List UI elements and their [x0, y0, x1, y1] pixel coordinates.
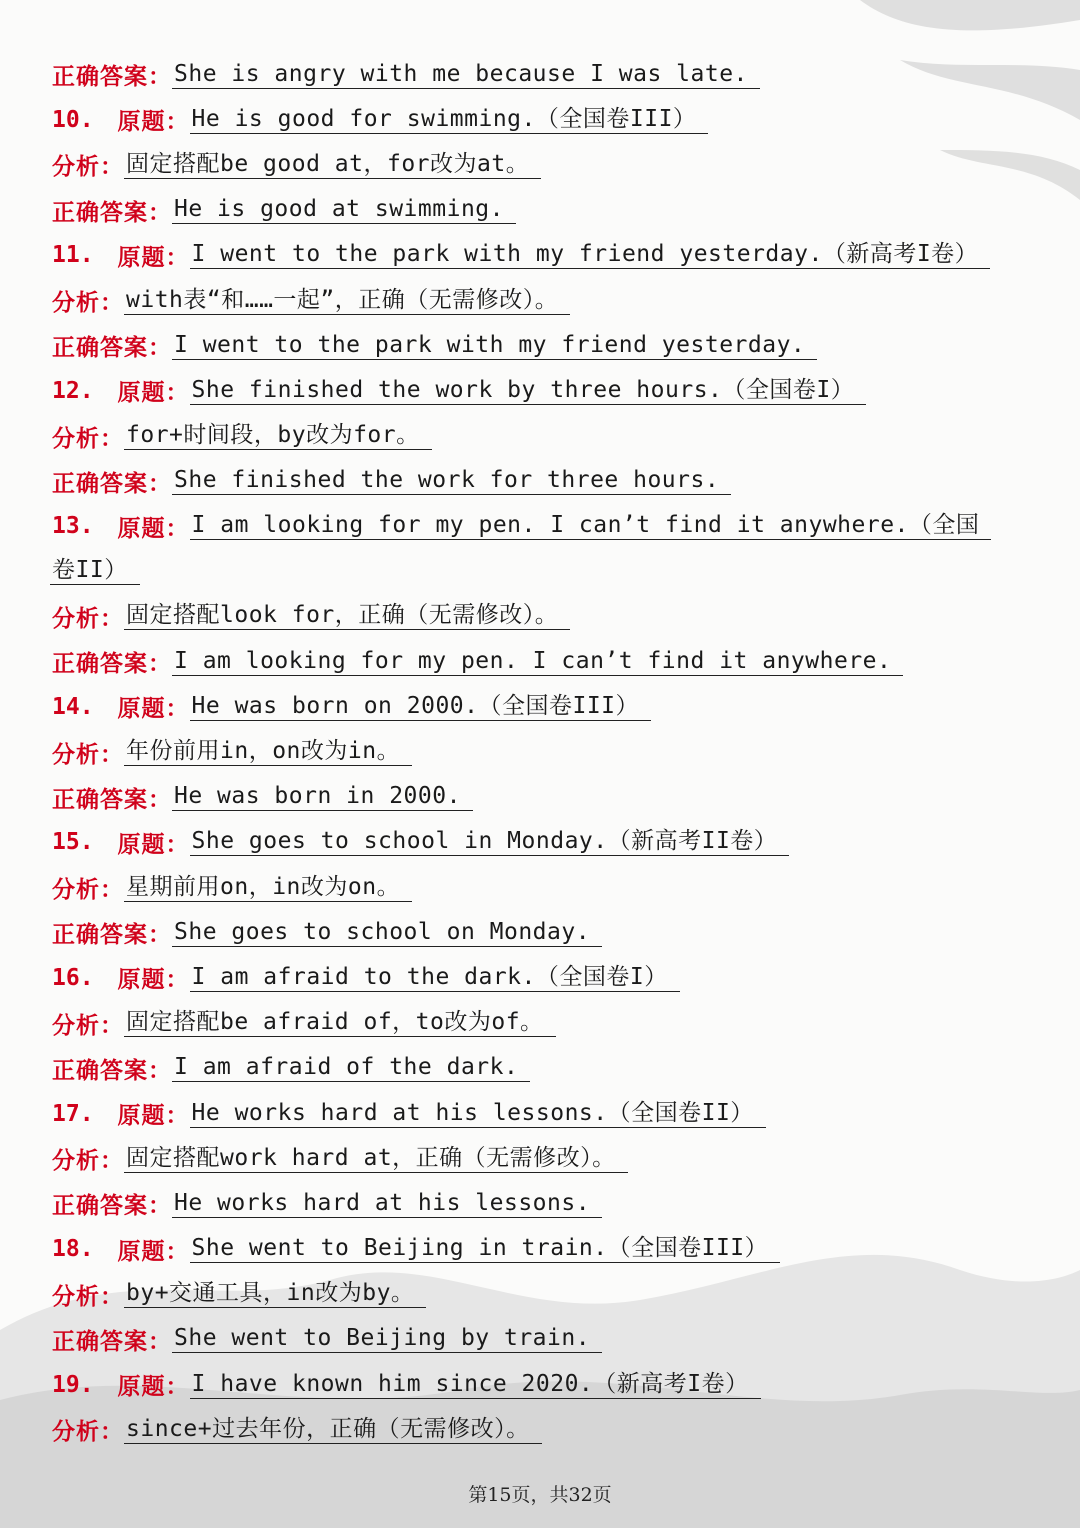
analysis-text: 星期前用on，in改为on。	[124, 874, 412, 902]
question-text: He is good for swimming.（全国卷III）	[190, 106, 709, 134]
answer-label: 正确答案：	[52, 786, 172, 813]
answer-text: She goes to school on Monday.	[172, 919, 602, 947]
analysis-label: 分析：	[52, 605, 124, 632]
answer-label: 正确答案：	[52, 64, 172, 91]
question-line	[52, 1091, 1042, 1136]
question-label: 原题：	[117, 696, 190, 723]
question-number: 10.	[52, 106, 94, 133]
answer-label: 正确答案：	[52, 199, 172, 226]
answer-label: 正确答案：	[52, 470, 172, 497]
page-number: 第15页，共32页	[468, 1484, 612, 1506]
analysis-label: 分析：	[52, 741, 124, 768]
question-text: She finished the work by three hours.（全国卷I）	[190, 377, 867, 405]
question-number: 11.	[52, 242, 94, 269]
answer-line	[52, 910, 1042, 955]
question-label: 原题：	[117, 1103, 190, 1130]
analysis-text: since+过去年份，正确（无需修改）。	[124, 1416, 542, 1444]
question-label: 原题：	[117, 244, 190, 271]
question-text: I have known him since 2020.（新高考I卷）	[190, 1371, 761, 1399]
answer-text: He works hard at his lessons.	[172, 1190, 602, 1218]
analysis-line	[52, 278, 1042, 323]
answer-line	[52, 188, 1042, 233]
question-line	[52, 97, 1042, 142]
question-number: 15.	[52, 829, 94, 856]
answer-label: 正确答案：	[52, 922, 172, 949]
answer-text: She is angry with me because I was late.	[172, 61, 760, 89]
question-label: 原题：	[117, 831, 190, 858]
answer-line	[52, 323, 1042, 368]
analysis-label: 分析：	[52, 1012, 124, 1039]
question-number: 17.	[52, 1100, 94, 1127]
question-line	[52, 684, 1042, 729]
question-label: 原题：	[117, 967, 190, 994]
analysis-label: 分析：	[52, 1283, 124, 1310]
analysis-line	[52, 1272, 1042, 1317]
answer-text: He was born in 2000.	[172, 783, 473, 811]
analysis-line	[52, 1407, 1042, 1452]
question-line	[52, 820, 1042, 865]
analysis-label: 分析：	[52, 290, 124, 317]
answer-label: 正确答案：	[52, 1328, 172, 1355]
answer-text: I am looking for my pen. I can’t find it anywhere.	[172, 648, 903, 676]
question-number: 16.	[52, 964, 94, 991]
analysis-text: 固定搭配be good at，for改为at。	[124, 151, 541, 179]
question-text-continued: 卷II）	[50, 557, 140, 585]
analysis-line	[52, 1001, 1042, 1046]
answer-text: I went to the park with my friend yesterday.	[172, 332, 817, 360]
answer-line	[52, 1046, 1042, 1091]
analysis-label: 分析：	[52, 1419, 124, 1446]
answer-text: He is good at swimming.	[172, 196, 516, 224]
question-number: 18.	[52, 1236, 94, 1263]
question-text: He was born on 2000.（全国卷III）	[190, 693, 652, 721]
answer-line	[52, 52, 1042, 97]
analysis-text: for+时间段，by改为for。	[124, 422, 432, 450]
answer-line	[52, 459, 1042, 504]
question-number: 19.	[52, 1371, 94, 1398]
question-text: I am afraid to the dark.（全国卷I）	[190, 964, 680, 992]
question-line	[52, 368, 1042, 413]
question-line	[52, 1227, 1042, 1272]
answer-line	[52, 1317, 1042, 1362]
question-label: 原题：	[117, 380, 190, 407]
analysis-line	[52, 865, 1042, 910]
analysis-line	[52, 142, 1042, 187]
question-number: 12.	[52, 377, 94, 404]
question-line	[52, 955, 1042, 1000]
answer-line	[52, 639, 1042, 684]
question-number: 13.	[52, 513, 94, 540]
question-line	[52, 504, 1042, 594]
question-number: 14.	[52, 693, 94, 720]
answer-label: 正确答案：	[52, 1057, 172, 1084]
answer-label: 正确答案：	[52, 651, 172, 678]
question-text: She goes to school in Monday.（新高考II卷）	[190, 828, 790, 856]
analysis-text: 固定搭配work hard at，正确（无需修改）。	[124, 1145, 628, 1173]
analysis-text: 固定搭配look for，正确（无需修改）。	[124, 602, 570, 630]
answer-text: I am afraid of the dark.	[172, 1054, 530, 1082]
question-line	[52, 233, 1042, 278]
answer-line	[52, 1181, 1042, 1226]
answer-label: 正确答案：	[52, 335, 172, 362]
answer-line	[52, 775, 1042, 820]
question-text: I am looking for my pen. I can’t find it anywhere.（全国	[190, 512, 992, 540]
question-label: 原题：	[117, 1374, 190, 1401]
analysis-label: 分析：	[52, 154, 124, 181]
analysis-text: 年份前用in，on改为in。	[124, 738, 412, 766]
answer-text: She finished the work for three hours.	[172, 467, 731, 495]
analysis-text: 固定搭配be afraid of，to改为of。	[124, 1009, 556, 1037]
analysis-line	[52, 1136, 1042, 1181]
analysis-text: by+交通工具，in改为by。	[124, 1280, 426, 1308]
question-label: 原题：	[117, 1238, 190, 1265]
question-text: I went to the park with my friend yesterday.（新高考I卷）	[190, 241, 991, 269]
analysis-line	[52, 594, 1042, 639]
answer-text: She went to Beijing by train.	[172, 1325, 602, 1353]
analysis-label: 分析：	[52, 1148, 124, 1175]
answer-list	[52, 52, 1042, 1452]
analysis-line	[52, 729, 1042, 774]
answer-label: 正确答案：	[52, 1193, 172, 1220]
question-label: 原题：	[117, 515, 190, 542]
question-text: He works hard at his lessons.（全国卷II）	[190, 1100, 766, 1128]
question-text: She went to Beijing in train.（全国卷III）	[190, 1235, 781, 1263]
analysis-line	[52, 414, 1042, 459]
question-label: 原题：	[117, 109, 190, 136]
analysis-label: 分析：	[52, 425, 124, 452]
analysis-text: with表“和……一起”，正确（无需修改）。	[124, 287, 570, 315]
question-line	[52, 1362, 1042, 1407]
analysis-label: 分析：	[52, 877, 124, 904]
